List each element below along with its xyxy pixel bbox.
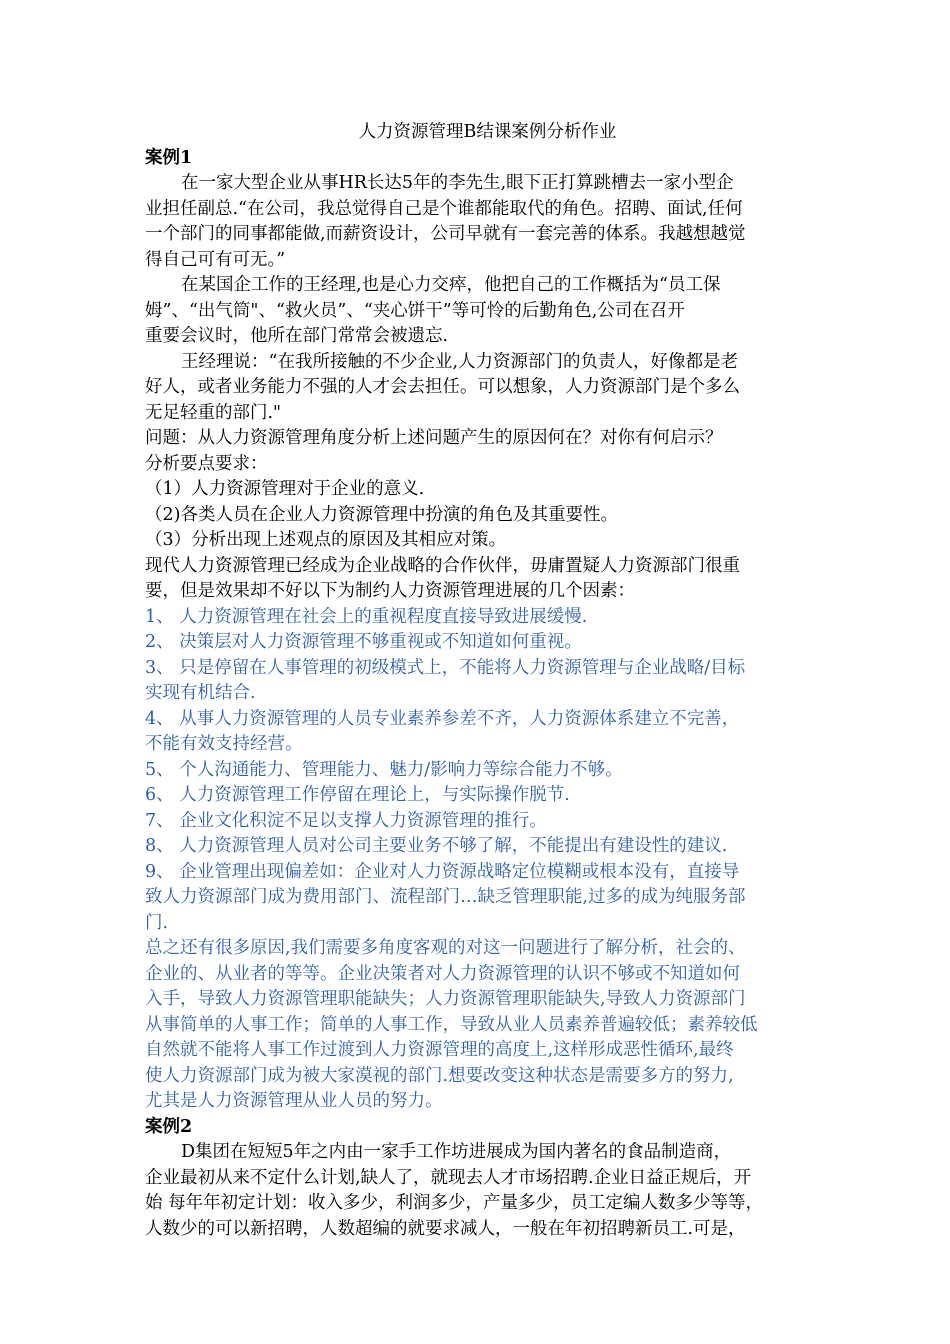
factor-list (145, 605, 820, 937)
text-line: 得自己可有可无。” (145, 249, 286, 270)
document-title: 人力资源管理B结课案例分析作业 (358, 122, 617, 142)
factor-item-continued: 不能有效支持经营。 (145, 734, 303, 754)
text-line: 总之还有很多原因,我们需要多角度客观的对这一问题进行了解分析，社会的、 (145, 938, 746, 958)
intro-paragraph (145, 554, 820, 605)
factor-item: 8、 人力资源管理人员对公司主要业务不够了解，不能提出有建设性的建议. (145, 836, 728, 856)
factor-item: 3、 只是停留在人事管理的初级模式上，不能将人力资源管理与企业战略/目标 (145, 657, 746, 678)
case1-paragraph-1 (145, 171, 820, 273)
requirements-heading: 分析要点要求： (145, 453, 268, 474)
text-line: 无足轻重的部门." (145, 402, 282, 423)
case2-paragraph-1 (145, 1140, 820, 1242)
factor-item: 7、 企业文化积淀不足以支撑人力资源管理的推行。 (145, 810, 547, 831)
factor-item: 2、 决策层对人力资源管理不够重视或不知道如何重视。 (145, 632, 582, 652)
case1-heading: 案例1 (145, 147, 193, 168)
case2-heading: 案例2 (145, 1116, 193, 1137)
text-line: 一个部门的同事都能做,而薪资设计，公司早就有一套完善的体系。我越想越觉 (145, 224, 746, 244)
factor-item: 9、 企业管理出现偏差如：企业对人力资源战略定位模糊或根本没有，直接导 (145, 861, 740, 882)
factor-item-continued: 致人力资源部门成为费用部门、流程部门…缺乏管理职能,过多的成为纯服务部 (145, 887, 746, 907)
text-line: 在一家大型企业从事HR长达5年的李先生,眼下正打算跳槽去一家小型企 (181, 173, 734, 193)
requirement-item: （1）人力资源管理对于企业的意义. (145, 479, 425, 499)
text-line: 要，但是效果却不好以下为制约人力资源管理进展的几个因素： (145, 581, 635, 601)
factor-item: 6、 人力资源管理工作停留在理论上，与实际操作脱节. (145, 785, 570, 805)
text-line: 尤其是人力资源管理从业人员的努力。 (145, 1091, 443, 1111)
text-line: 姆”、“出气筒"、“救火员”、“夹心饼干”等可怜的后勤角色,公司在召开 (145, 300, 685, 321)
summary-paragraph (145, 936, 820, 1115)
question: 问题：从人力资源管理角度分析上述问题产生的原因何在？对你有何启示？ (145, 428, 723, 448)
requirement-item: （3）分析出现上述观点的原因及其相应对策。 (145, 530, 507, 550)
text-line: 人数少的可以新招聘，人数超编的就要求减人，一般在年初招聘新员工.可是， (145, 1218, 746, 1239)
text-line: 重要会议时，他所在部门常常会被遗忘. (145, 326, 449, 346)
text-line: 业担任副总.“在公司，我总觉得自己是个谁都能取代的角色。招聘、面试,任何 (145, 198, 743, 219)
case1-paragraph-3 (145, 350, 820, 427)
text-line: D集团在短短5年之内由一家手工作坊进展成为国内著名的食品制造商， (181, 1142, 732, 1162)
case1-paragraph-2 (145, 273, 820, 350)
factor-item-continued: 门. (145, 912, 169, 933)
text-line: 在某国企工作的王经理,也是心力交瘁，他把自己的工作概括为“员工保 (181, 275, 721, 295)
text-line: 王经理说：“在我所接触的不少企业,人力资源部门的负责人，好像都是老 (181, 351, 739, 372)
text-line: 使人力资源部门成为被大家漠视的部门.想要改变这种状态是需要多方的努力, (145, 1065, 734, 1086)
factor-item: 1、 人力资源管理在社会上的重视程度直接导致进展缓慢. (145, 606, 588, 627)
text-line: 从事简单的人事工作；简单的人事工作，导致从业人员素养普遍较低；素养较低 (145, 1014, 758, 1035)
text-line: 好人，或者业务能力不强的人才会去担任。可以想象，人力资源部门是个多么 (145, 377, 740, 397)
factor-item-continued: 实现有机结合. (145, 683, 256, 703)
text-line: 企业的、从业者的等等。企业决策者对人力资源管理的认识不够或不知道如何 (145, 963, 740, 984)
factor-item: 5、 个人沟通能力、管理能力、魅力/影响力等综合能力不够。 (145, 759, 623, 780)
text-line: 入手，导致人力资源管理职能缺失；人力资源管理职能缺失,导致人力资源部门 (145, 989, 746, 1009)
requirement-item: （2)各类人员在企业人力资源管理中扮演的角色及其重要性。 (145, 504, 618, 525)
text-line: 始 每年年初定计划：收入多少，利润多少，产量多少，员工定编人数多少等等， (145, 1193, 764, 1213)
text-line: 现代人力资源管理已经成为企业战略的合作伙伴，毋庸置疑人力资源部门很重 (145, 555, 740, 576)
text-line: 企业最初从来不定什么计划,缺人了，就现去人才市场招聘.企业日益正规后，开 (145, 1167, 752, 1188)
text-line: 自然就不能将人事工作过渡到人力资源管理的高度上,这样形成恶性循环,最终 (145, 1040, 734, 1060)
factor-item: 4、 从事人力资源管理的人员专业素养参差不齐，人力资源体系建立不完善， (145, 708, 740, 729)
